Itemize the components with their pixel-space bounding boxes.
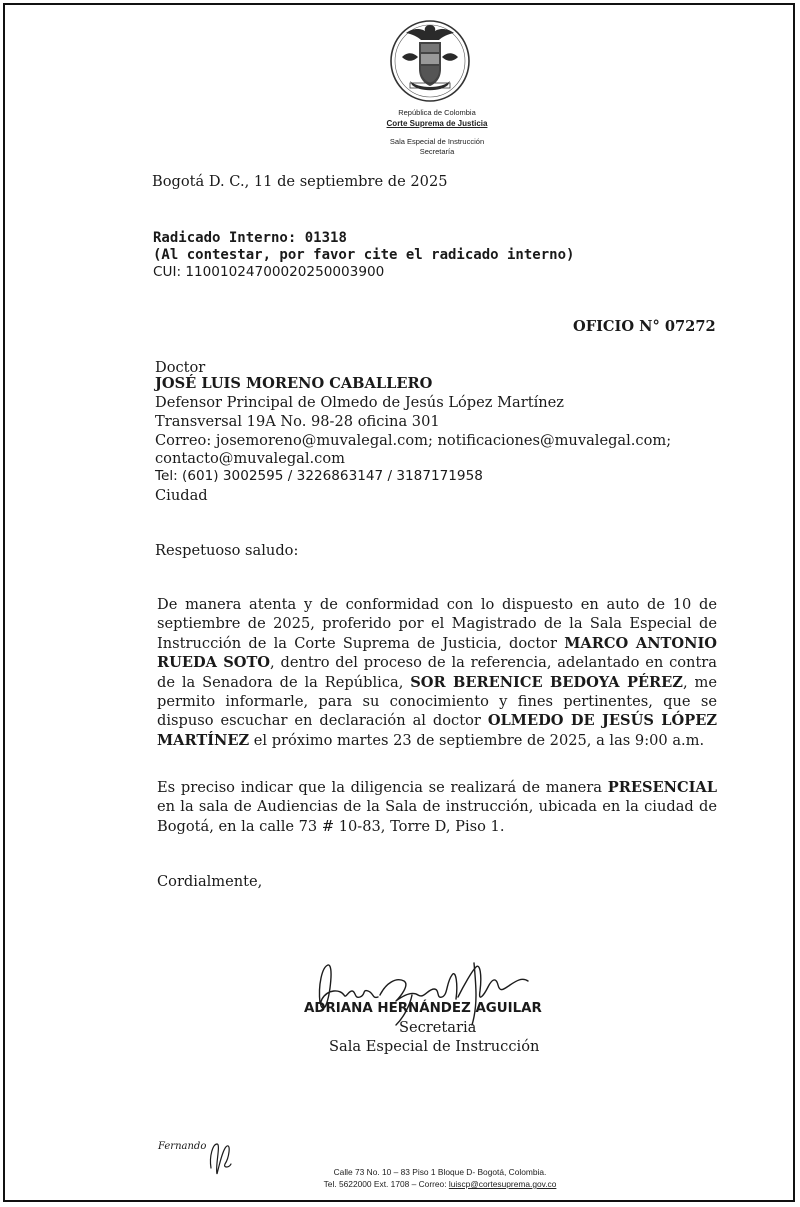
p1-text-c: , me permito informarle, para su conocimiento y fines pertinentes, que se dispuso escuchar en declaración al doctor xyxy=(157,673,717,730)
greeting: Respetuoso saludo: xyxy=(155,542,299,559)
header-country: República de Colombia xyxy=(398,108,476,117)
drafter-initials-text: Fernando xyxy=(158,1141,207,1152)
coat-of-arms-seal xyxy=(388,17,472,103)
recipient-address: Transversal 19A No. 98-28 oficina 301 xyxy=(155,413,440,430)
p1-magistrate: MARCO ANTONIO RUEDA SOTO xyxy=(157,634,717,672)
footer-address: Calle 73 No. 10 – 83 Piso 1 Bloque D- Bogotá, Colombia. xyxy=(333,1167,547,1177)
recipient-title: Doctor xyxy=(155,359,206,376)
closing: Cordialmente, xyxy=(157,873,263,890)
signatory-unit: Sala Especial de Instrucción xyxy=(329,1038,540,1055)
paragraph-2 xyxy=(157,778,717,836)
recipient-city: Ciudad xyxy=(155,487,208,504)
recipient-email-2: contacto@muvalegal.com xyxy=(155,450,345,467)
radicado-number: 01318 xyxy=(304,230,347,246)
cui-number: CUI: 11001024700020250003900 xyxy=(153,264,385,280)
initials-scribble xyxy=(205,1138,235,1180)
header-office: Secretaría xyxy=(419,147,455,156)
recipient-name: JOSÉ LUIS MORENO CABALLERO xyxy=(155,375,433,392)
footer-phone: Tel. 5622000 Ext. 1708 – Correo: xyxy=(323,1179,449,1189)
signatory-name: ADRIANA HERNÁNDEZ AGUILAR xyxy=(304,1001,542,1016)
header-court: Corte Suprema de Justicia xyxy=(386,119,488,128)
p1-text-a: De manera atenta y de conformidad con lo dispuesto en auto de 10 de septiembre de 2025, proferido por el Magistrado de la Sala Especial de Instrucción de la Corte Suprema de Justicia, doctor xyxy=(157,596,717,652)
drafter-initials xyxy=(158,1141,206,1152)
p2-mode: PRESENCIAL xyxy=(607,779,717,796)
p1-text-b: , dentro del proceso de la referencia, adelantado en contra de la Senadora de la República, xyxy=(157,654,717,691)
p1-senator: SOR BERENICE BEDOYA PÉREZ xyxy=(410,673,683,691)
p2-text-a: Es preciso indicar que la diligencia se realizará de manera xyxy=(157,779,608,796)
p1-declarant: OLMEDO DE JESÚS LÓPEZ MARTÍNEZ xyxy=(157,712,717,749)
p2-text-b: en la sala de Audiencias de la Sala de instrucción, ubicada en la ciudad de Bogotá, en la calle 73 # 10-83, Torre D, Piso 1. xyxy=(157,798,717,835)
paragraph-1 xyxy=(157,595,717,750)
recipient-role: Defensor Principal de Olmedo de Jesús López Martínez xyxy=(155,394,564,411)
recipient-email-1: Correo: josemoreno@muvalegal.com; notificaciones@muvalegal.com; xyxy=(155,432,672,449)
footer-email-link[interactable]: luiscp@cortesuprema.gov.co xyxy=(448,1179,557,1189)
p1-text-d: el próximo martes 23 de septiembre de 2025, a las 9:00 a.m. xyxy=(249,731,705,749)
oficio-number: OFICIO N° 07272 xyxy=(573,318,716,335)
radicado-note: (Al contestar, por favor cite el radicado interno) xyxy=(153,247,575,263)
footer-contact xyxy=(250,1179,630,1190)
radicado-label: Radicado Interno: xyxy=(153,230,297,246)
place-date: Bogotá D. C., 11 de septiembre de 2025 xyxy=(152,173,448,190)
recipient-phone: Tel: (601) 3002595 / 3226863147 / 3187171958 xyxy=(155,468,483,484)
signatory-role: Secretaria xyxy=(399,1019,477,1036)
header-chamber: Sala Especial de Instrucción xyxy=(389,137,485,146)
